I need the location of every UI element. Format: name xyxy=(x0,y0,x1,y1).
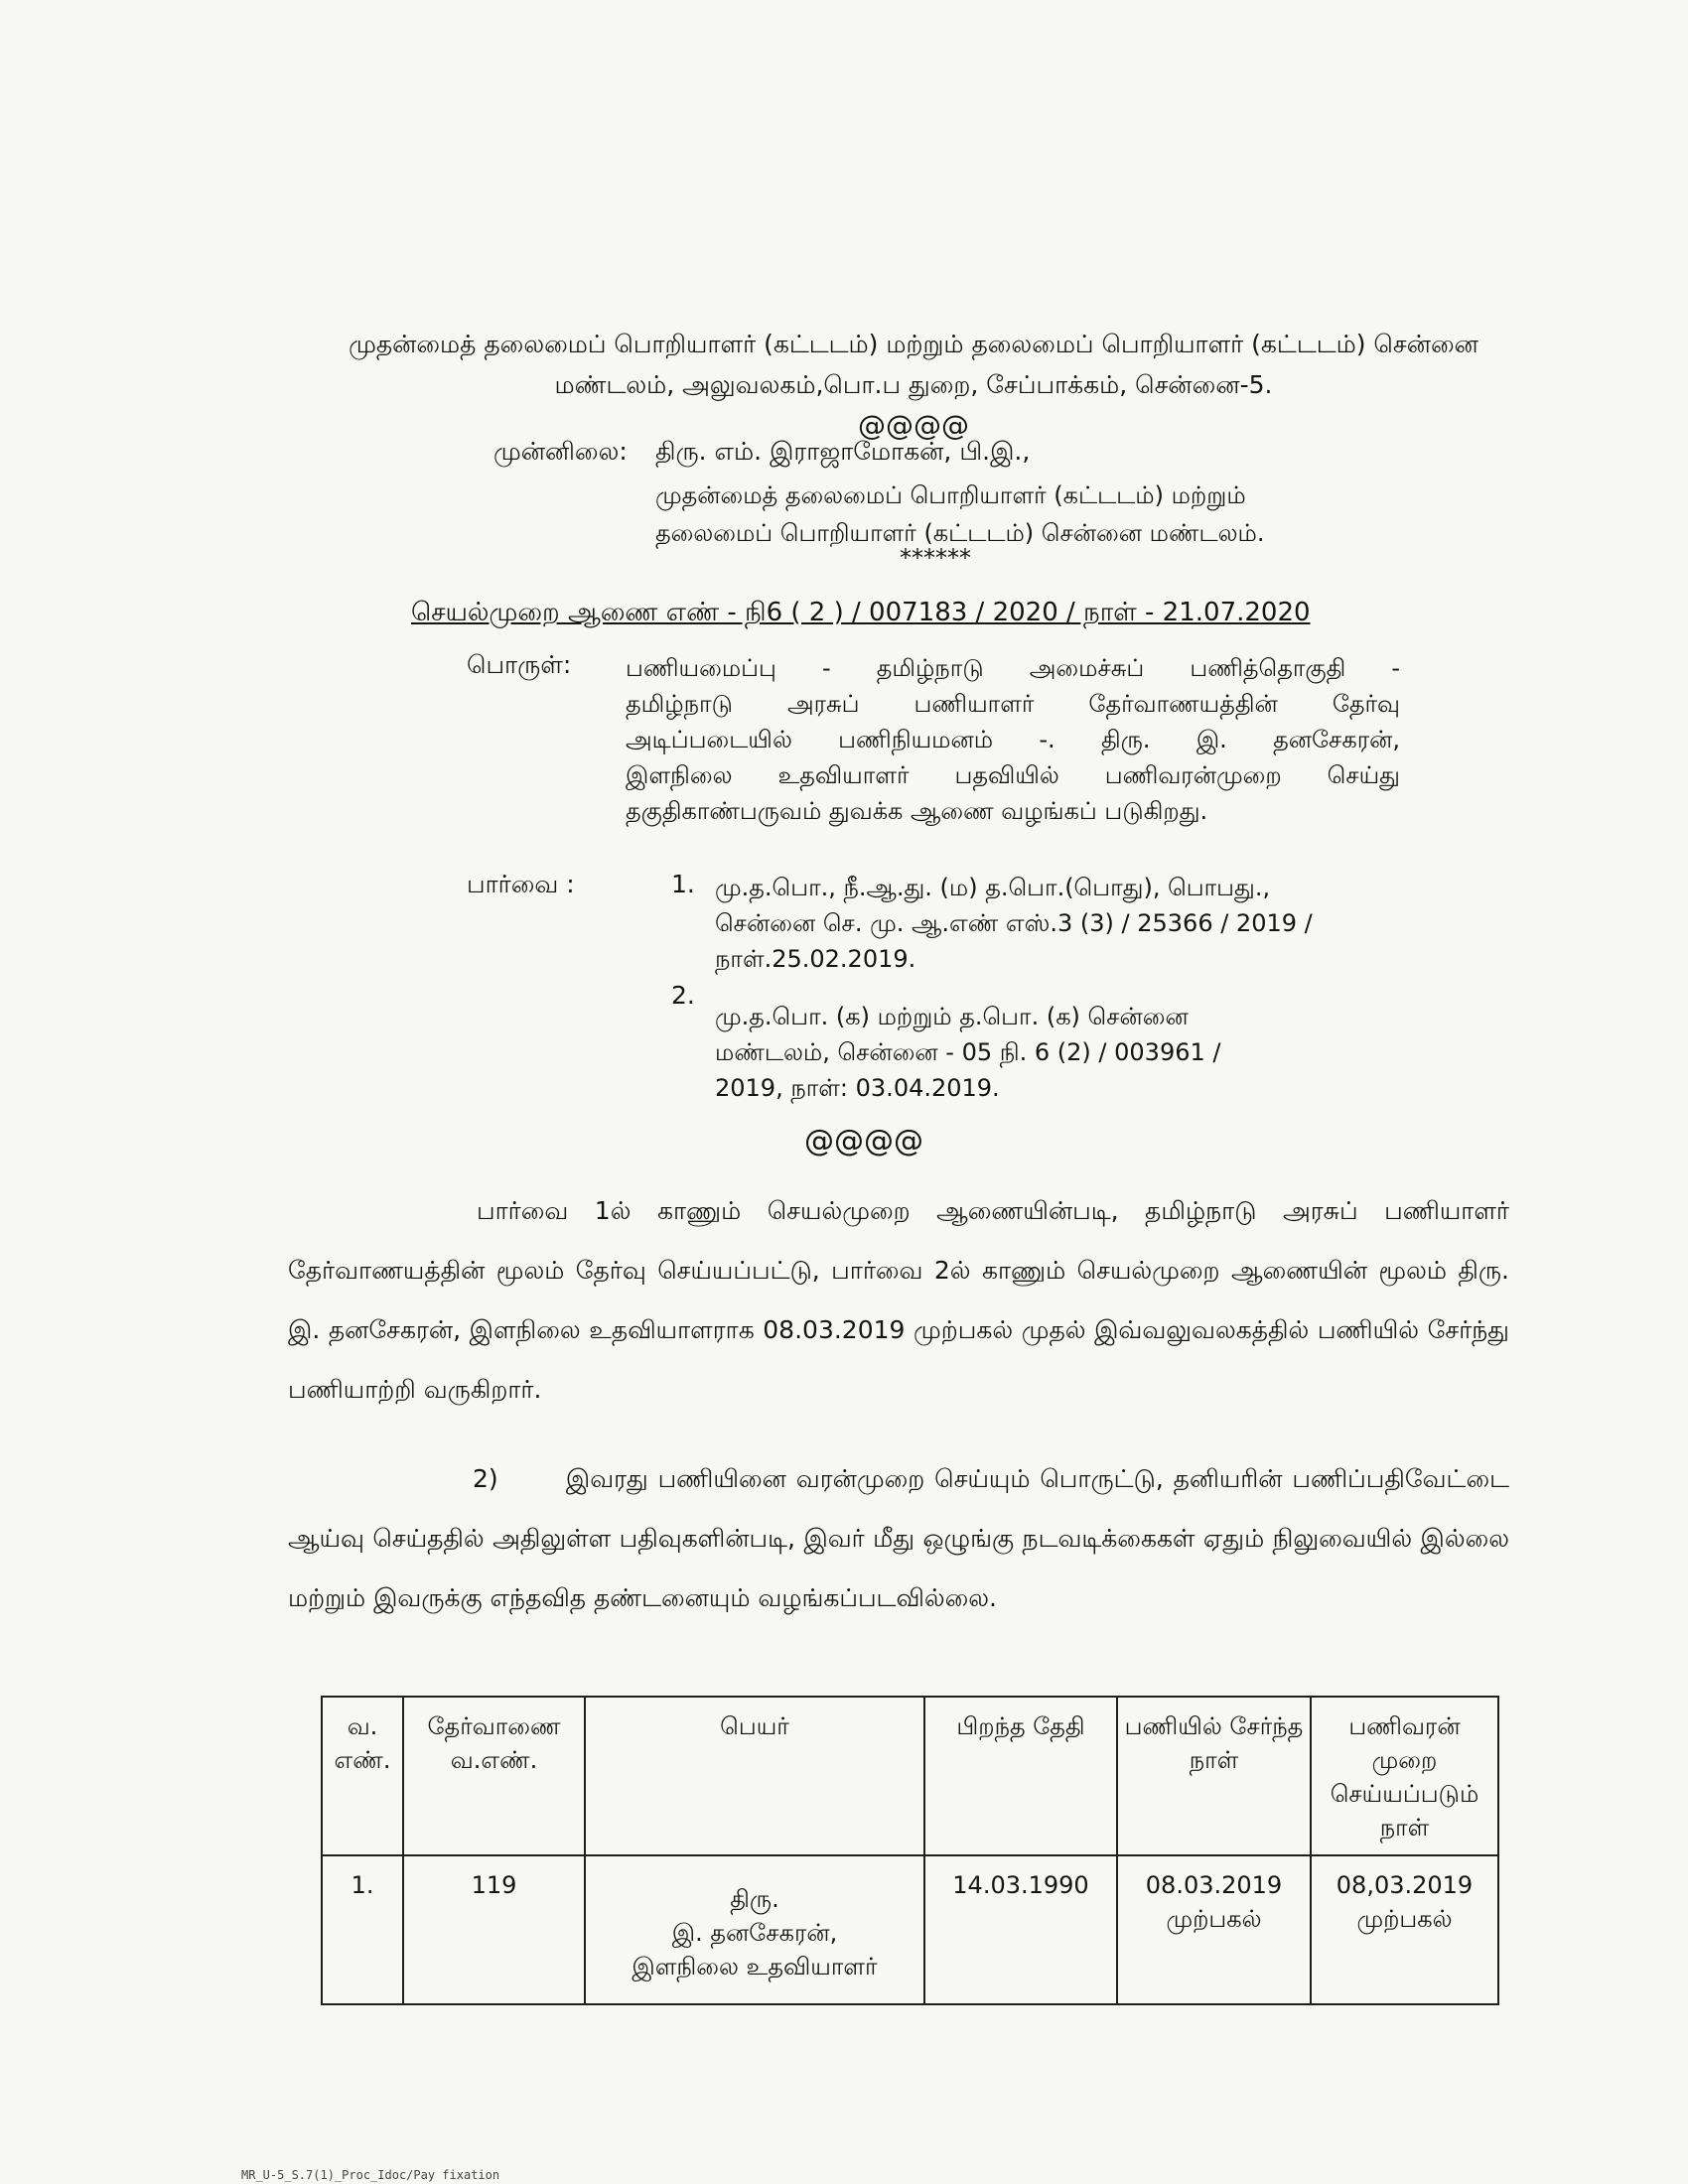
cell-exam-number: 119 xyxy=(403,1855,585,2004)
header-date-of-birth: பிறந்த தேதி xyxy=(924,1697,1117,1855)
body-separator: @@@@ xyxy=(804,1124,923,1159)
cell-regularisation-date-line-2: முற்பகல் xyxy=(1356,1905,1453,1933)
cell-name-line-2: இ. தனசேகரன், xyxy=(671,1919,838,1947)
reference-1-line-3: நாள்.25.02.2019. xyxy=(715,945,916,973)
reference-number-2: 2. xyxy=(671,981,695,1010)
table-row xyxy=(322,1855,1498,2004)
presence-name: திரு. எம். இராஜாமோகன், பி.இ., xyxy=(655,437,1031,466)
paragraph-2-text: இவரது பணியினை வரன்முறை செய்யும் பொருட்டு, தனியரின் பணிப்பதிவேட்டை ஆய்வு செய்ததில் அதிலுள்ள பதிவுகளின்படி, இவர் மீது ஒழுங்கு நடவடிக்கைகள் ஏதும் நிலுவையில் இல்லை மற்றும் இவருக்கு எந்தவித தண்டனையும் வழங்கப்படவில்லை. xyxy=(288,1464,1509,1612)
stars-separator: ****** xyxy=(900,544,971,572)
reference-item-2 xyxy=(715,999,1390,1106)
regularisation-table xyxy=(321,1696,1499,2005)
subject-line-2: தமிழ்நாடு அரசுப் பணியாளர் தேர்வாணயத்தின் தேர்வு xyxy=(626,690,1400,718)
paragraph-1-text: பார்வை 1ல் காணும் செயல்முறை ஆணையின்படி, தமிழ்நாடு அரசுப் பணியாளர் தேர்வாணயத்தின் மூலம் தேர்வு செய்யப்பட்டு, பார்வை 2ல் காணும் செயல்முறை ஆணையின் மூலம் திரு. இ. தனசேகரன், இளநிலை உதவியாளராக 08.03.2019 முற்பகல் முதல் இவ்வலுவலகத்தில் பணியில் சேர்ந்து பணியாற்றி வருகிறார். xyxy=(288,1196,1509,1404)
paragraph-1 xyxy=(288,1181,1509,1420)
cell-name-line-3: இளநிலை உதவியாளர் xyxy=(632,1953,878,1980)
office-header xyxy=(288,324,1539,446)
cell-date-of-birth: 14.03.1990 xyxy=(924,1855,1117,2004)
cell-joining-date xyxy=(1117,1855,1311,2004)
subject-line-1: பணியமைப்பு - தமிழ்நாடு அமைச்சுப் பணித்தொகுதி - xyxy=(626,654,1400,682)
header-name: பெயர் xyxy=(585,1697,924,1855)
subject-line-5: தகுதிகாண்பருவம் துவக்க ஆணை வழங்கப் படுகிறது. xyxy=(626,797,1208,825)
footer-file-reference: MR_U-5_S.7(1)_Proc_Idoc/Pay fixation xyxy=(241,2168,500,2182)
header-serial: வ. எண். xyxy=(322,1697,403,1855)
cell-name xyxy=(585,1855,924,2004)
cell-joining-date-line-1: 08.03.2019 xyxy=(1145,1871,1283,1899)
cell-regularisation-date xyxy=(1311,1855,1498,2004)
header-regularisation-date: பணிவரன் முறை செய்யப்படும் நாள் xyxy=(1311,1697,1498,1855)
cell-regularisation-date-line-1: 08,03.2019 xyxy=(1336,1871,1474,1899)
header-joining-date: பணியில் சேர்ந்த நாள் xyxy=(1117,1697,1311,1855)
paragraph-2 xyxy=(288,1449,1509,1628)
presence-label: முன்னிலை: xyxy=(493,437,628,466)
cell-joining-date-line-2: முற்பகல் xyxy=(1166,1905,1262,1933)
cell-serial: 1. xyxy=(322,1855,403,2004)
paragraph-2-number: 2) xyxy=(473,1464,498,1493)
reference-1-line-2: சென்னை செ. மு. ஆ.எண் எஸ்.3 (3) / 25366 / 2019 / xyxy=(715,909,1313,937)
reference-2-line-3: 2019, நாள்: 03.04.2019. xyxy=(715,1074,1000,1102)
reference-2-line-2: மண்டலம், சென்னை - 05 நி. 6 (2) / 003961 / xyxy=(715,1038,1221,1066)
header-separator: @@@@ xyxy=(858,409,969,442)
reference-1-line-1: மு.த.பொ., நீ.ஆ.து. (ம) த.பொ.(பொது), பொபது., xyxy=(715,874,1271,901)
table-header-row xyxy=(322,1697,1498,1855)
reference-label: பார்வை : xyxy=(467,870,575,898)
cell-name-line-1: திரு. xyxy=(730,1885,779,1913)
header-exam-number: தேர்வாணை வ.எண். xyxy=(403,1697,585,1855)
reference-2-line-1: மு.த.பொ. (க) மற்றும் த.பொ. (க) சென்னை xyxy=(715,1003,1189,1030)
reference-number-1: 1. xyxy=(671,870,695,898)
subject-text xyxy=(626,650,1400,829)
subject-line-3: அடிப்படையில் பணிநியமனம் -. திரு. இ. தனசேகரன், xyxy=(626,726,1400,753)
office-header-line1: முதன்மைத் தலைமைப் பொறியாளர் (கட்டடம்) மற்றும் தலைமைப் பொறியாளர் (கட்டடம்) சென்னை xyxy=(349,330,1478,358)
presence-designation-2: தலைமைப் பொறியாளர் (கட்டடம்) சென்னை மண்டலம். xyxy=(655,519,1265,547)
subject-line-4: இளநிலை உதவியாளர் பதவியில் பணிவரன்முறை செய்து xyxy=(626,761,1400,789)
presence-designation-1: முதன்மைத் தலைமைப் பொறியாளர் (கட்டடம்) மற்றும் xyxy=(655,481,1246,509)
reference-item-1 xyxy=(715,870,1390,977)
subject-label: பொருள்: xyxy=(467,650,572,679)
order-title: செயல்முறை ஆணை எண் - நி6 ( 2 ) / 007183 / 2020 / நாள் - 21.07.2020 xyxy=(411,598,1311,627)
office-header-line2: மண்டலம், அலுவலகம்,பொ.ப துறை, சேப்பாக்கம், சென்னை-5. xyxy=(554,370,1273,399)
